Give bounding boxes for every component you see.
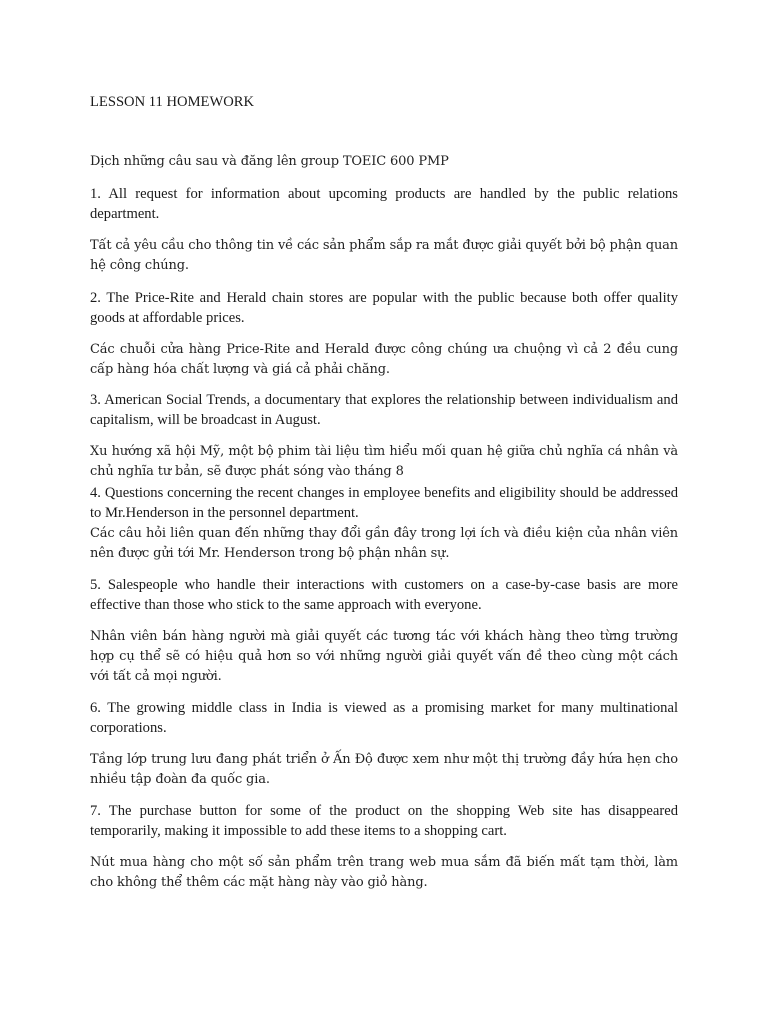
sentence-7-vietnamese: Nút mua hàng cho một số sản phẩm trên trang web mua sắm đã biến mất tạm thời, làm cho không thể thêm các mặt hàng này vào giỏ hàng.: [90, 855, 678, 890]
sentence-3-english: 3. American Social Trends, a documentary that explores the relationship between individualism and capitalism, will be broadcast in August.: [90, 392, 678, 428]
sentence-1-english: 1. All request for information about upcoming products are handled by the public relations department.: [90, 186, 678, 222]
sentence-4-vietnamese: Các câu hỏi liên quan đến những thay đổi gần đây trong lợi ích và điều kiện của nhân viên nên được gửi tới Mr. Henderson trong bộ phận nhân sự.: [90, 526, 678, 561]
sentence-5-vietnamese: Nhân viên bán hàng người mà giải quyết các tương tác với khách hàng theo từng trường hợp cụ thể sẽ có hiệu quả hơn so với những người giải quyết vấn đề theo cùng một cách với tất cả mọi người.: [90, 629, 678, 684]
instruction-text: Dịch những câu sau và đăng lên group TOEIC 600 PMP: [90, 154, 449, 169]
sentence-2-english: 2. The Price-Rite and Herald chain stores are popular with the public because both offer quality goods at affordable prices.: [90, 290, 678, 326]
sentence-5-english: 5. Salespeople who handle their interactions with customers on a case-by-case basis are more effective than those who stick to the same approach with everyone.: [90, 577, 678, 613]
sentence-4-english: 4. Questions concerning the recent changes in employee benefits and eligibility should be addressed to Mr.Henderson in the personnel department.: [90, 485, 678, 521]
document-title: LESSON 11 HOMEWORK: [90, 94, 255, 110]
sentence-1-vietnamese: Tất cả yêu cầu cho thông tin về các sản phẩm sắp ra mắt được giải quyết bởi bộ phận quan hệ công chúng.: [90, 238, 678, 273]
sentence-6-english: 6. The growing middle class in India is viewed as a promising market for many multinational corporations.: [90, 700, 678, 736]
sentence-7-english: 7. The purchase button for some of the product on the shopping Web site has disappeared temporarily, making it impossible to add these items to a shopping cart.: [90, 803, 678, 839]
sentence-3-vietnamese: Xu hướng xã hội Mỹ, một bộ phim tài liệu tìm hiểu mối quan hệ giữa chủ nghĩa cá nhân và chủ nghĩa tư bản, sẽ được phát sóng vào tháng 8: [90, 444, 678, 479]
sentence-2-vietnamese: Các chuỗi cửa hàng Price-Rite and Herald được công chúng ưa chuộng vì cả 2 đều cung cấp hàng hóa chất lượng và giá cả phải chăng.: [90, 342, 678, 377]
sentence-6-vietnamese: Tầng lớp trung lưu đang phát triển ở Ấn Độ được xem như một thị trường đầy hứa hẹn cho nhiều tập đoàn đa quốc gia.: [90, 752, 678, 787]
